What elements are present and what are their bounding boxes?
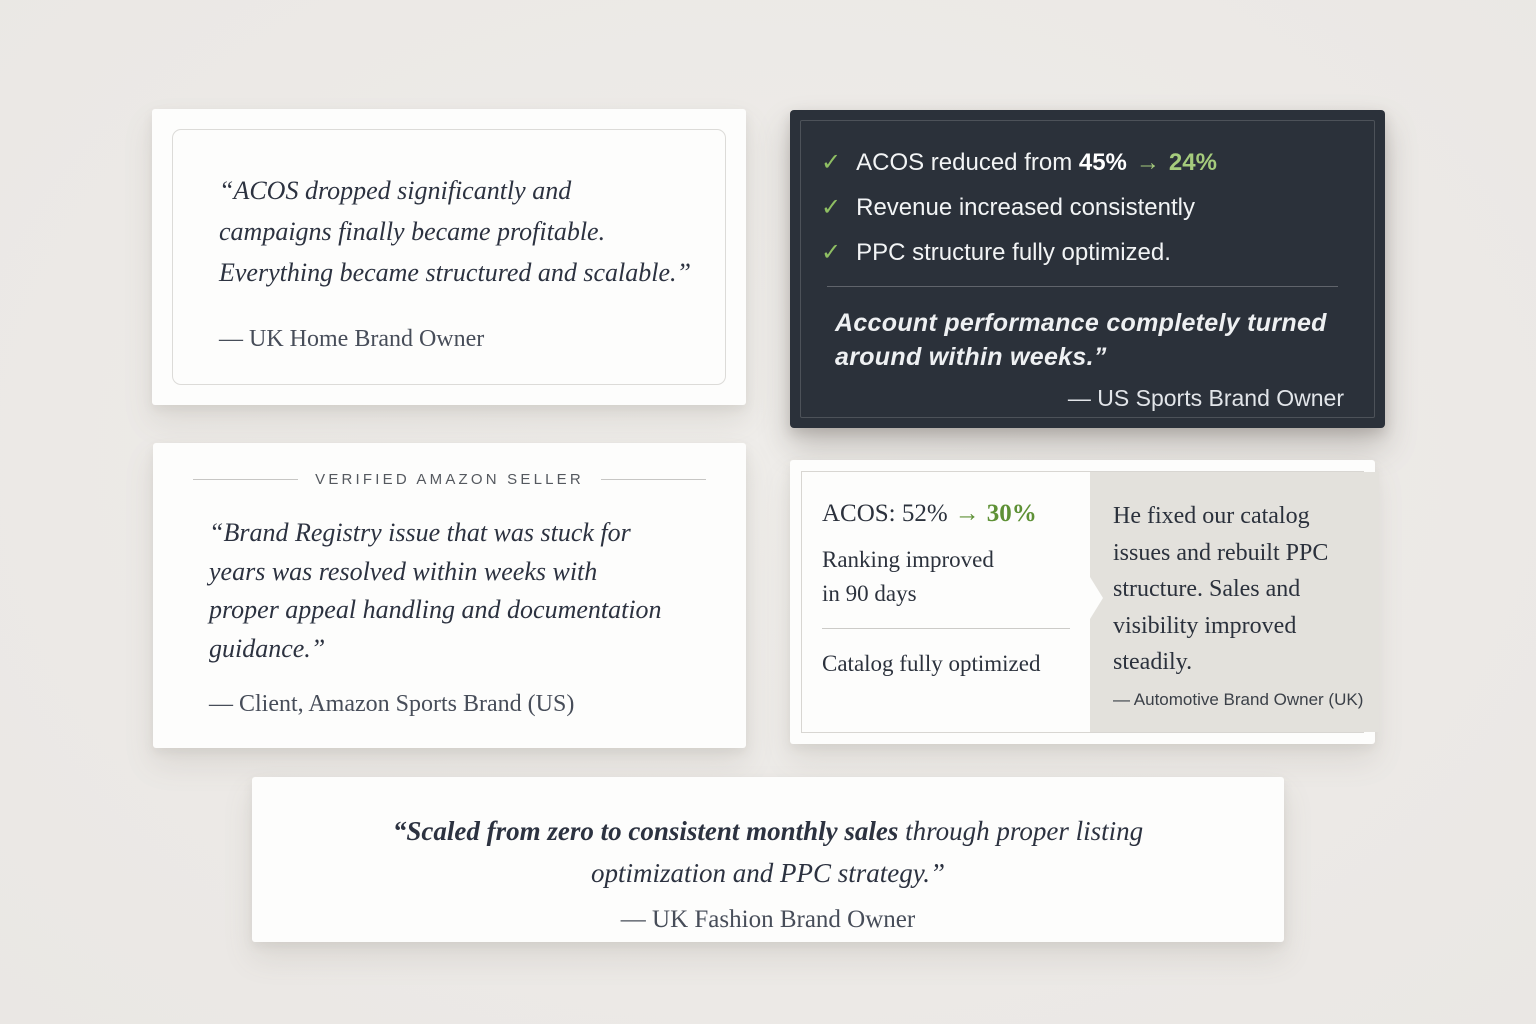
quote-text [209, 514, 706, 668]
quote-line: around within weeks.” [835, 343, 1107, 371]
verified-seller-testimonial-card [153, 443, 746, 748]
quote-line: visibility improved [1113, 612, 1297, 639]
speech-notch [1090, 577, 1103, 619]
quote-line: campaigns finally became profitable. [219, 217, 606, 246]
result-text [856, 148, 1217, 178]
quote-regular-part: through proper listing [898, 816, 1144, 846]
badge-rule-left [193, 479, 298, 480]
quote-bold-part: “Scaled from zero to consistent monthly sales [392, 816, 899, 846]
stat-value: 30% [986, 500, 1037, 527]
quote-line: optimization and PPC strategy.” [590, 858, 946, 888]
quote-line: Everything became structured and scalable.” [219, 258, 691, 287]
quote-line: He fixed our catalog [1113, 503, 1310, 529]
result-item [821, 193, 1344, 223]
checkmark-icon: ✓ [821, 239, 842, 266]
quote-text [219, 170, 691, 293]
quote-line: structure. Sales and [1113, 576, 1301, 602]
quote-text [1113, 498, 1363, 681]
attribution: — Client, Amazon Sports Brand (US) [209, 691, 575, 717]
result-line: Ranking improved [822, 547, 994, 572]
card-inner-frame [172, 129, 726, 385]
acos-to-value: 24% [1168, 149, 1217, 176]
result-text-prefix: ACOS reduced from [856, 149, 1079, 176]
divider [827, 286, 1338, 287]
result-item [821, 238, 1344, 268]
checkmark-icon: ✓ [821, 194, 842, 221]
attribution: — US Sports Brand Owner [1067, 385, 1344, 411]
verified-badge [193, 471, 706, 488]
quote-line: steadily. [1113, 649, 1193, 675]
result-text: PPC structure fully optimized. [856, 239, 1171, 266]
badge-label: VERIFIED AMAZON SELLER [315, 471, 584, 488]
uk-home-testimonial-card [152, 109, 746, 405]
quote-line: Account performance completely turned [835, 309, 1327, 337]
quote-text [835, 306, 1344, 374]
uk-fashion-testimonial-card [252, 777, 1284, 942]
attribution: — UK Home Brand Owner [219, 326, 485, 352]
divider [822, 628, 1070, 629]
attribution: — UK Fashion Brand Owner [620, 906, 916, 933]
arrow-icon: → [954, 500, 980, 527]
result-text: Revenue increased consistently [856, 194, 1195, 221]
card-inner-frame [801, 471, 1364, 733]
result-line: in 90 days [822, 581, 917, 606]
quote-line: proper appeal handling and documentation [209, 595, 662, 624]
result-secondary: Catalog fully optimized [822, 651, 1041, 676]
acos-stat-line [822, 500, 1070, 528]
quote-line: “Brand Registry issue that was stuck for [209, 518, 631, 547]
stat-label: ACOS: 52% [822, 500, 948, 527]
quote-panel [1090, 472, 1379, 732]
stats-panel [802, 472, 1090, 732]
arrow-icon: → [1135, 149, 1160, 176]
quote-text [252, 810, 1284, 894]
quote-line: years was resolved within weeks with [209, 556, 598, 586]
quote-line: guidance.” [209, 633, 326, 663]
us-sports-results-card [790, 110, 1385, 428]
checkmark-icon: ✓ [821, 149, 842, 176]
badge-rule-right [601, 479, 706, 480]
quote-line: “ACOS dropped significantly and [219, 176, 572, 205]
automotive-results-card [790, 460, 1375, 744]
acos-from-value: 45% [1078, 149, 1127, 176]
quote-line [252, 810, 1284, 852]
attribution: — Automotive Brand Owner (UK) [1113, 689, 1364, 709]
result-item [821, 148, 1344, 178]
quote-line: issues and rebuilt PPC [1113, 539, 1329, 566]
card-inner-frame [800, 120, 1375, 418]
